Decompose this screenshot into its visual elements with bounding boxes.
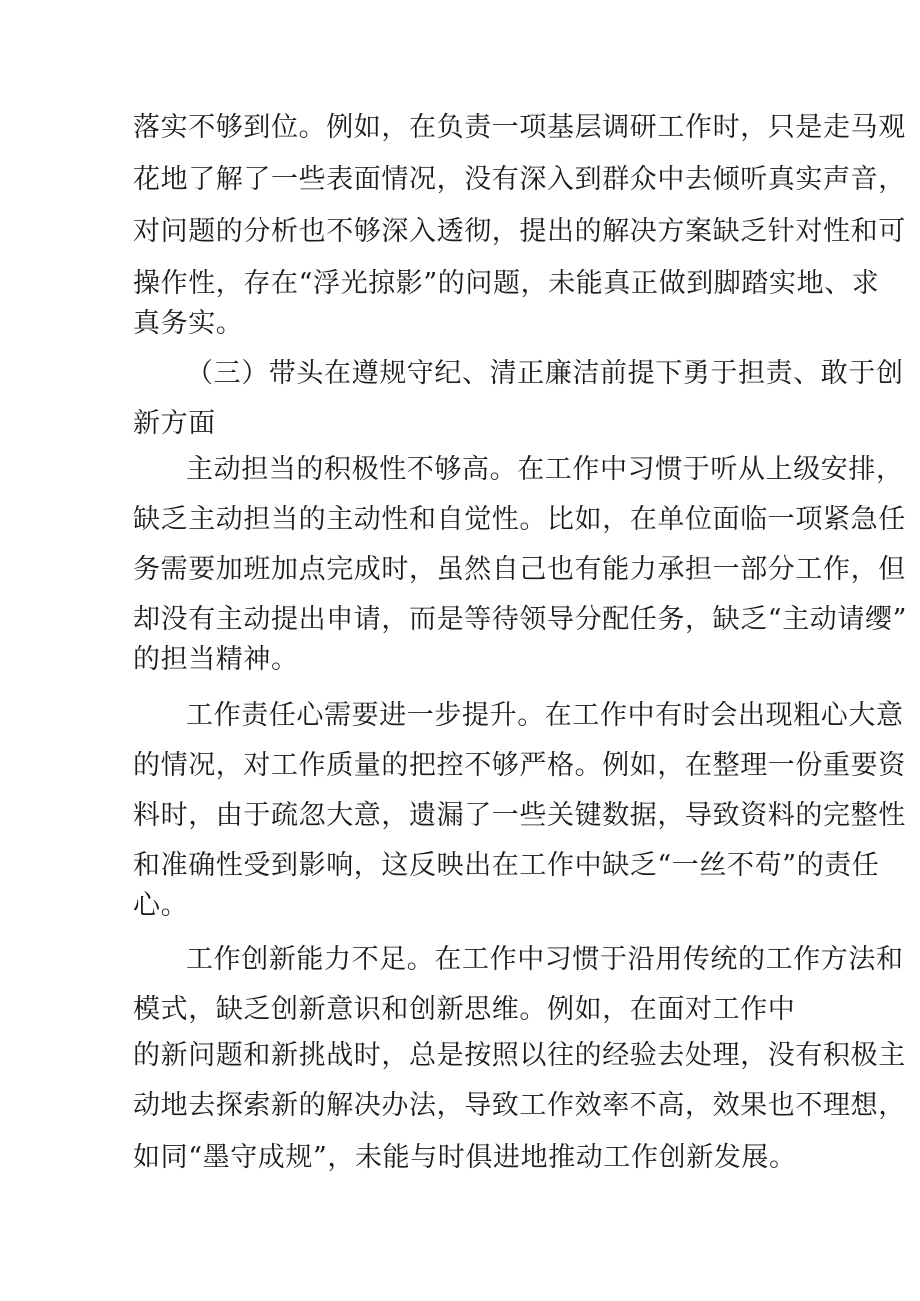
- section-heading-line: （三）带头在遵规守纪、清正廉洁前提下勇于担责、敢于创: [186, 358, 904, 389]
- text-line: 操作性，存在“浮光掠影”的问题，未能真正做到脚踏实地、求: [133, 268, 880, 299]
- text-line: 缺乏主动担当的主动性和自觉性。比如，在单位面临一项紧急任: [133, 504, 906, 535]
- text-line: 的新问题和新挑战时，总是按照以往的经验去处理，没有积极主: [133, 1040, 906, 1071]
- text-line: 务需要加班加点完成时，虽然自己也有能力承担一部分工作，但: [133, 554, 906, 585]
- text-line: 料时，由于疏忽大意，遗漏了一些关键数据，导致资料的完整性: [133, 800, 906, 831]
- text-line: 工作创新能力不足。在工作中习惯于沿用传统的工作方法和: [186, 944, 904, 975]
- text-line: 落实不够到位。例如，在负责一项基层调研工作时，只是走马观: [133, 112, 906, 143]
- text-line: 花地了解了一些表面情况，没有深入到群众中去倾听真实声音，: [133, 164, 906, 195]
- section-heading-line: 新方面: [133, 408, 216, 439]
- text-line: 的担当精神。: [133, 644, 299, 675]
- text-line: 真务实。: [133, 308, 244, 339]
- text-line: 对问题的分析也不够深入透彻，提出的解决方案缺乏针对性和可: [133, 216, 906, 247]
- text-line: 动地去探索新的解决办法，导致工作效率不高，效果也不理想，: [133, 1090, 906, 1121]
- text-line: 主动担当的积极性不够高。在工作中习惯于听从上级安排，: [186, 454, 904, 485]
- text-line: 却没有主动提出申请，而是等待领导分配任务，缺乏“主动请缨”: [133, 604, 908, 635]
- text-line: 心。: [133, 890, 189, 921]
- text-line: 和准确性受到影响，这反映出在工作中缺乏“一丝不苟”的责任: [133, 850, 880, 881]
- text-line: 模式，缺乏创新意识和创新思维。例如，在面对工作中: [133, 994, 796, 1025]
- text-line: 如同“墨守成规”，未能与时俱进地推动工作创新发展。: [133, 1142, 797, 1173]
- text-line: 的情况，对工作质量的把控不够严格。例如，在整理一份重要资: [133, 750, 906, 781]
- text-line: 工作责任心需要进一步提升。在工作中有时会出现粗心大意: [186, 700, 904, 731]
